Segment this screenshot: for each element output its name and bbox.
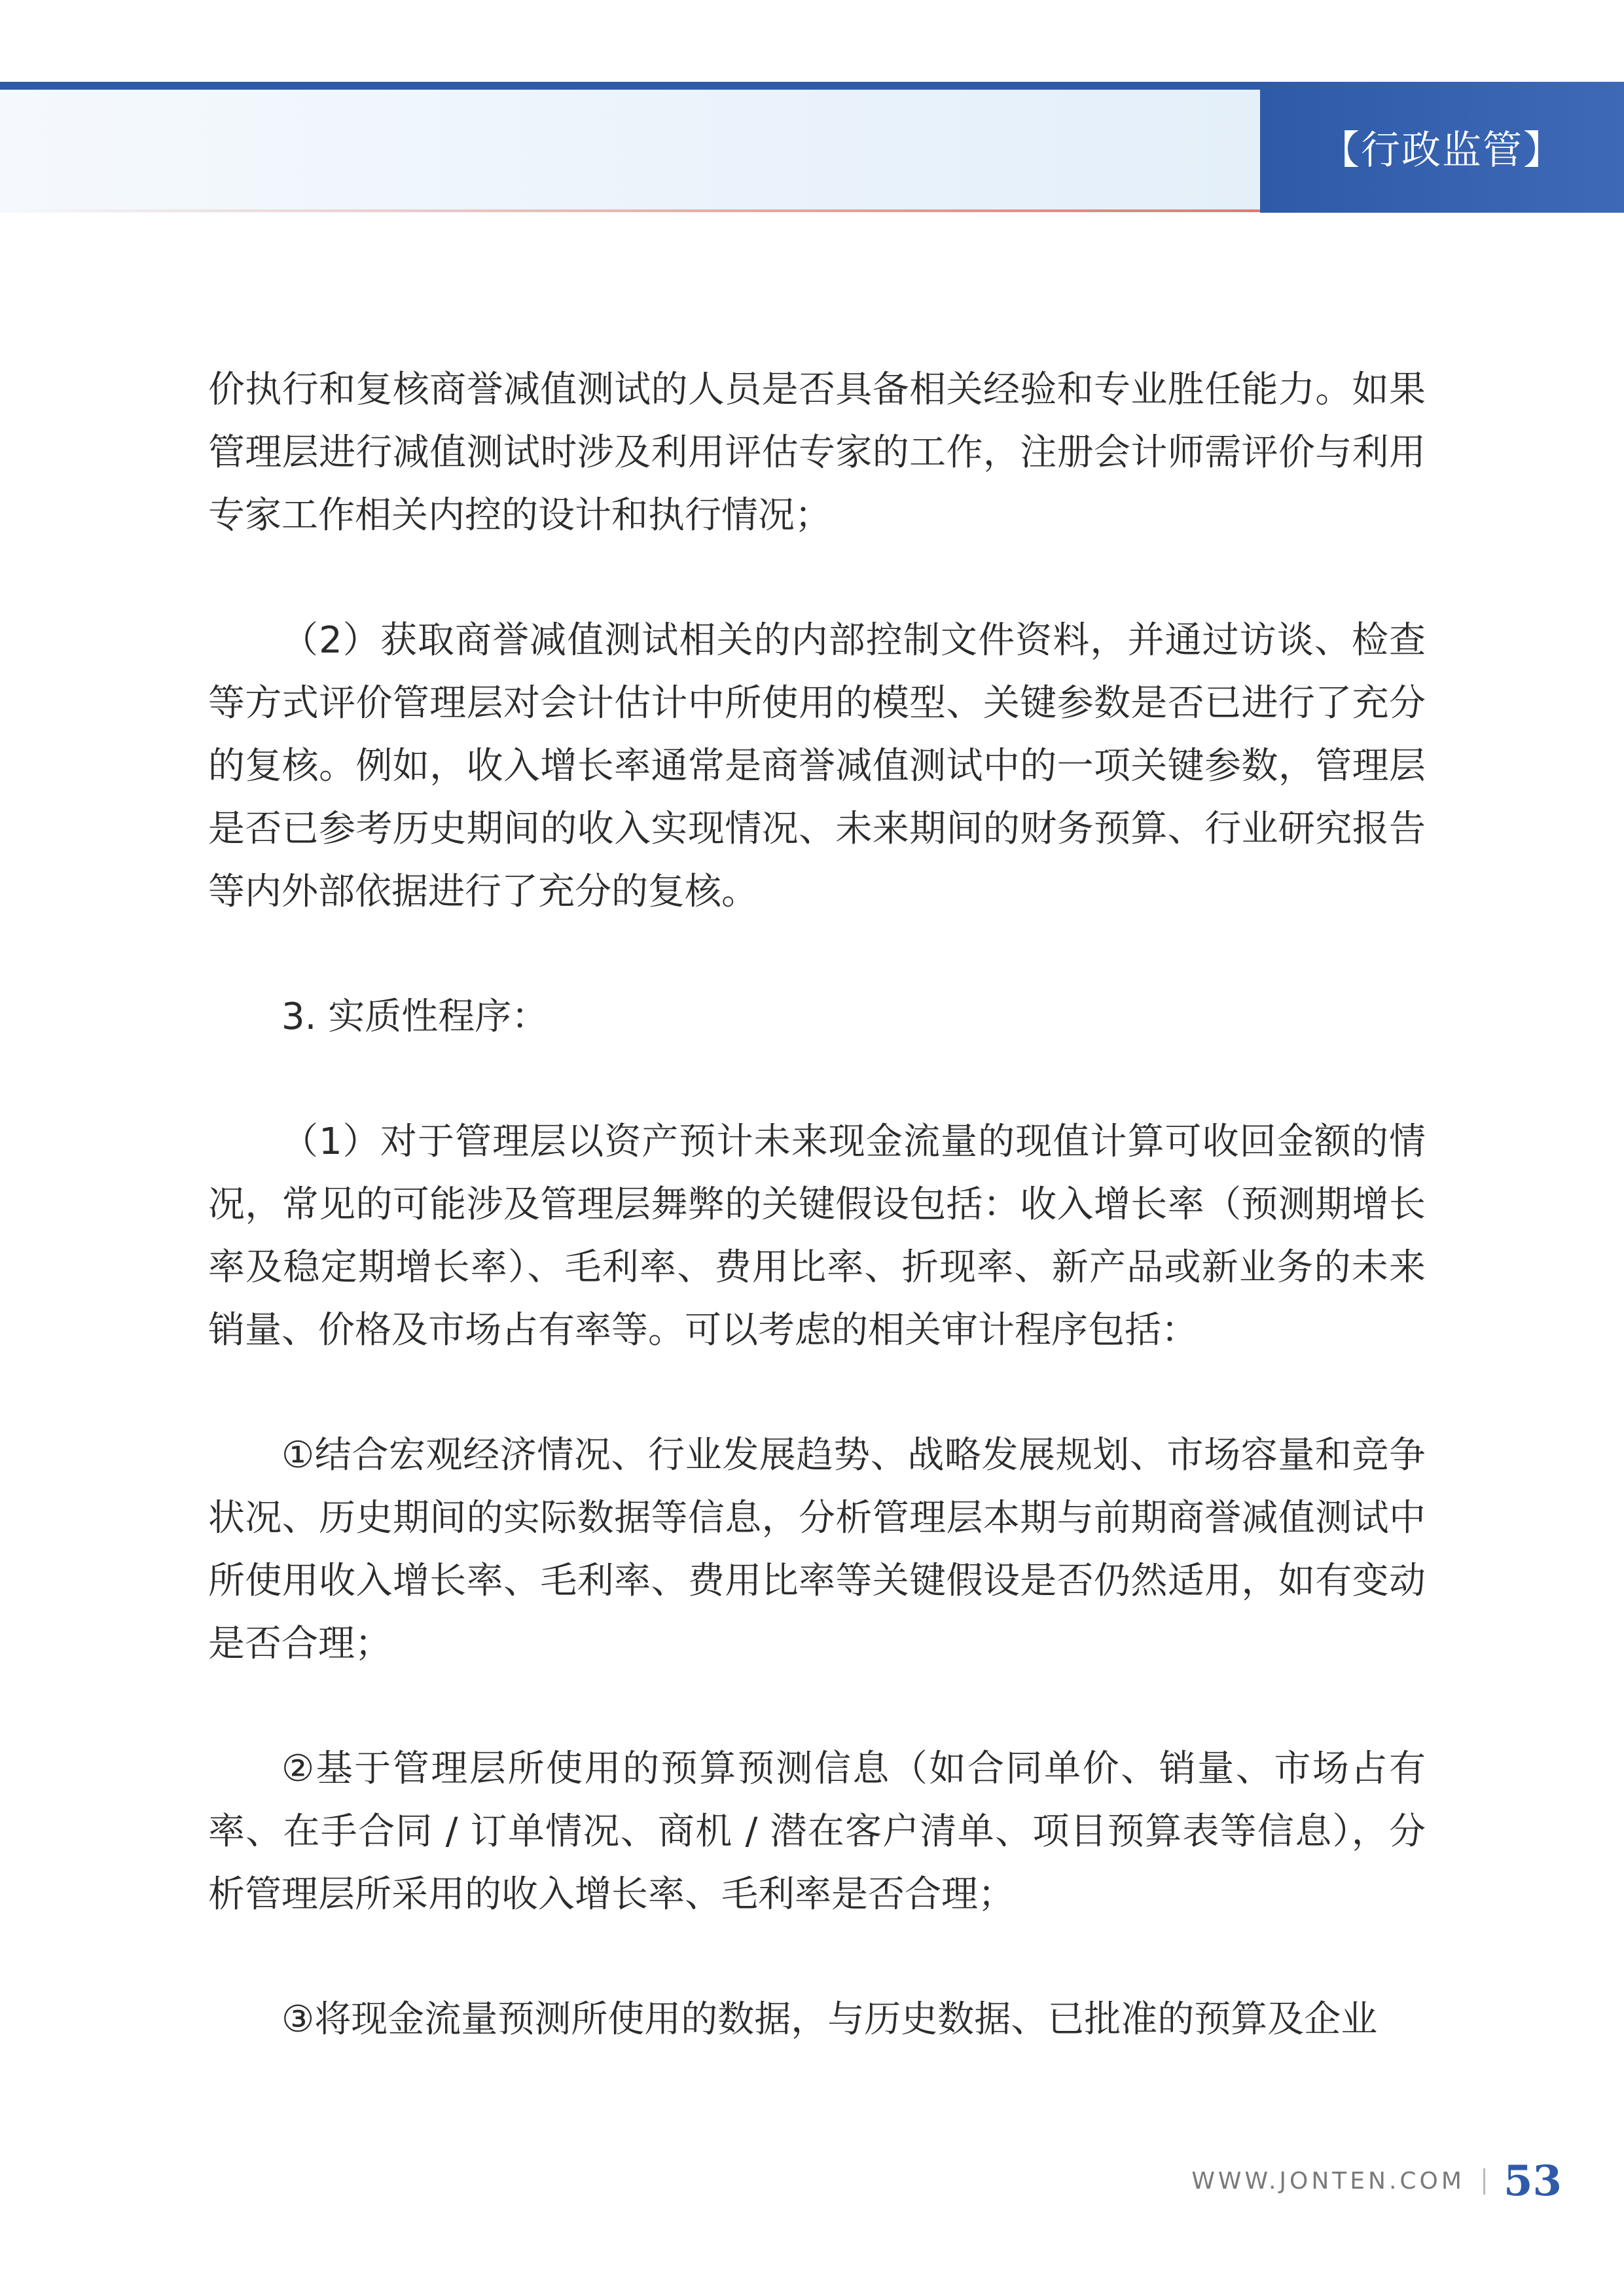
page-number: 53 [1503,2157,1562,2206]
paragraph: ①结合宏观经济情况、行业发展趋势、战略发展规划、市场容量和竞争状况、历史期间的实际数据等信息，分析管理层本期与前期商誉减值测试中所使用收入增长率、毛利率、费用比率等关键假设是否仍然适用，如有变动是否合理； [208,1434,1426,1665]
section-label: 【行政监管】 [1320,128,1564,173]
header-accent-line [0,209,1260,212]
paragraph: ②基于管理层所使用的预算预测信息（如合同单价、销量、市场占有率、在手合同 / 订单情况、商机 / 潜在客户清单、项目预算表等信息），分析管理层所采用的收入增长率、毛利率是否合理； [208,1748,1426,1916]
paragraph: （1）对于管理层以资产预计未来现金流量的现值计算可收回金额的情况，常见的可能涉及管理层舞弊的关键假设包括：收入增长率（预测期增长率及稳定期增长率）、毛利率、费用比率、折现率、新产品或新业务的未来销量、价格及市场占有率等。可以考虑的相关审计程序包括： [208,1121,1426,1352]
paragraph: （2）获取商誉减值测试相关的内部控制文件资料，并通过访谈、检查等方式评价管理层对会计估计中所使用的模型、关键参数是否已进行了充分的复核。例如，收入增长率通常是商誉减值测试中的一项关键参数，管理层是否已参考历史期间的收入实现情况、未来期间的财务预算、行业研究报告等内外部依据进行了充分的复核。 [208,619,1426,913]
website-url: WWW.JONTEN.COM [1191,2168,1465,2195]
page-footer [1191,2157,1562,2206]
section-heading: 3. 实质性程序： [281,996,549,1038]
footer-divider [1483,2168,1485,2195]
paragraph: 价执行和复核商誉减值测试的人员是否具备相关经验和专业胜任能力。如果管理层进行减值测试时涉及利用评估专家的工作，注册会计师需评价与利用专家工作相关内控的设计和执行情况； [208,368,1426,537]
section-tab [1260,82,1624,213]
paragraph: ③将现金流量预测所使用的数据，与历史数据、已批准的预算及企业 [281,1998,1378,2041]
header-band [0,82,1260,213]
body-text [208,359,1426,2113]
